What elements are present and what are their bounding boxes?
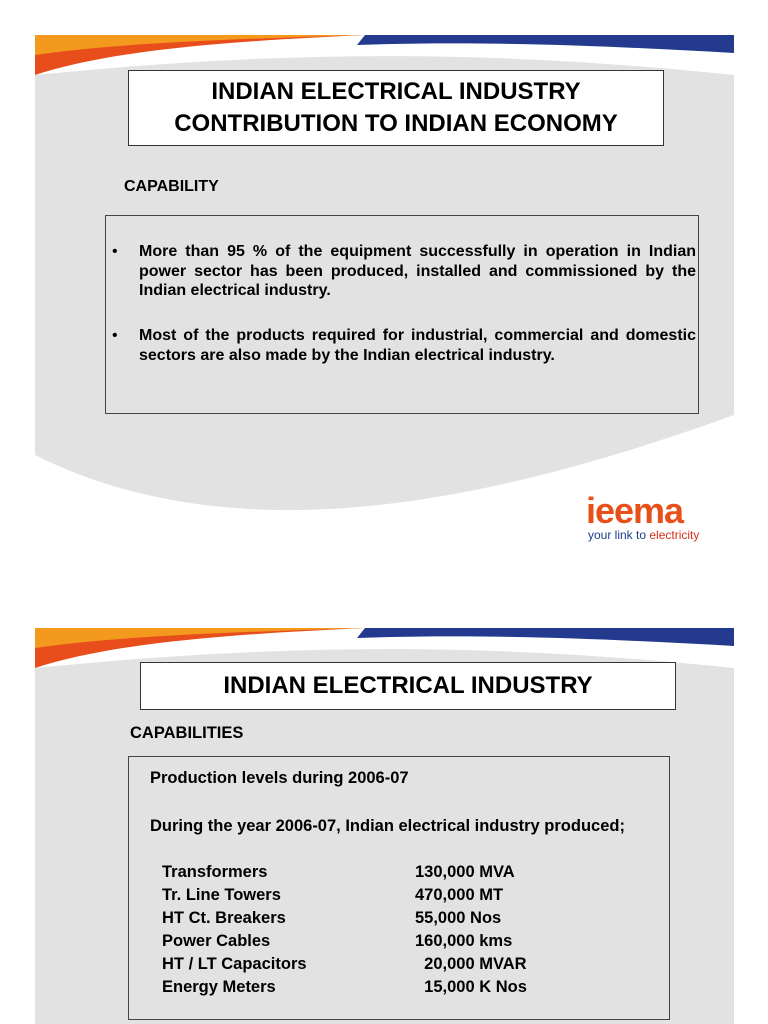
ieema-wordmark: ieema xyxy=(586,490,684,531)
production-row xyxy=(162,886,542,909)
capabilities-box xyxy=(128,756,670,1020)
product-value: 55,000 Nos xyxy=(415,909,502,927)
production-row xyxy=(162,978,542,1001)
product-name: Tr. Line Towers xyxy=(162,886,281,904)
slide-1-title-line-2: CONTRIBUTION TO INDIAN ECONOMY xyxy=(174,110,618,137)
production-row xyxy=(162,863,542,886)
tagline-prefix: your link to xyxy=(588,528,650,542)
production-intro: During the year 2006-07, Indian electrical industry produced; xyxy=(150,817,625,835)
slide-2-title-text: INDIAN ELECTRICAL INDUSTRY xyxy=(223,672,593,699)
bullet-dot: • xyxy=(112,327,118,344)
slide-1-title xyxy=(128,70,664,146)
product-value: 160,000 kms xyxy=(415,932,513,950)
product-value: 470,000 MT xyxy=(415,886,504,904)
tagline-highlight: electricity xyxy=(649,528,700,542)
section-label-capabilities: CAPABILITIES xyxy=(130,724,244,742)
product-value: 130,000 MVA xyxy=(415,863,515,881)
section-label-capability: CAPABILITY xyxy=(124,178,219,195)
product-value: 15,000 K Nos xyxy=(415,978,527,996)
capability-box xyxy=(105,215,699,414)
production-row xyxy=(162,932,542,955)
production-row xyxy=(162,909,542,932)
product-name: HT Ct. Breakers xyxy=(162,909,286,927)
production-heading: Production levels during 2006-07 xyxy=(150,769,409,787)
product-name: Energy Meters xyxy=(162,978,276,996)
product-value: 20,000 MVAR xyxy=(415,955,527,973)
slide-1 xyxy=(35,35,734,558)
slide-2 xyxy=(35,628,734,1024)
slide-2-title xyxy=(140,662,676,710)
bullet-item xyxy=(112,326,696,365)
product-name: HT / LT Capacitors xyxy=(162,955,307,973)
product-name: Power Cables xyxy=(162,932,271,950)
bullet-item xyxy=(112,242,696,301)
slide-1-title-line-1: INDIAN ELECTRICAL INDUSTRY xyxy=(211,78,581,105)
bullet-dot: • xyxy=(112,243,118,260)
bullet-text: Most of the products required for industrial, commercial and domestic sectors are also made by the Indian electrical industry. xyxy=(139,327,696,364)
logo-tagline xyxy=(588,528,699,542)
product-name: Transformers xyxy=(162,863,268,881)
production-row xyxy=(162,955,542,978)
bullet-text: More than 95 % of the equipment successfully in operation in Indian power sector has been produced, installed and commissioned by the Indian electrical industry. xyxy=(139,243,696,299)
